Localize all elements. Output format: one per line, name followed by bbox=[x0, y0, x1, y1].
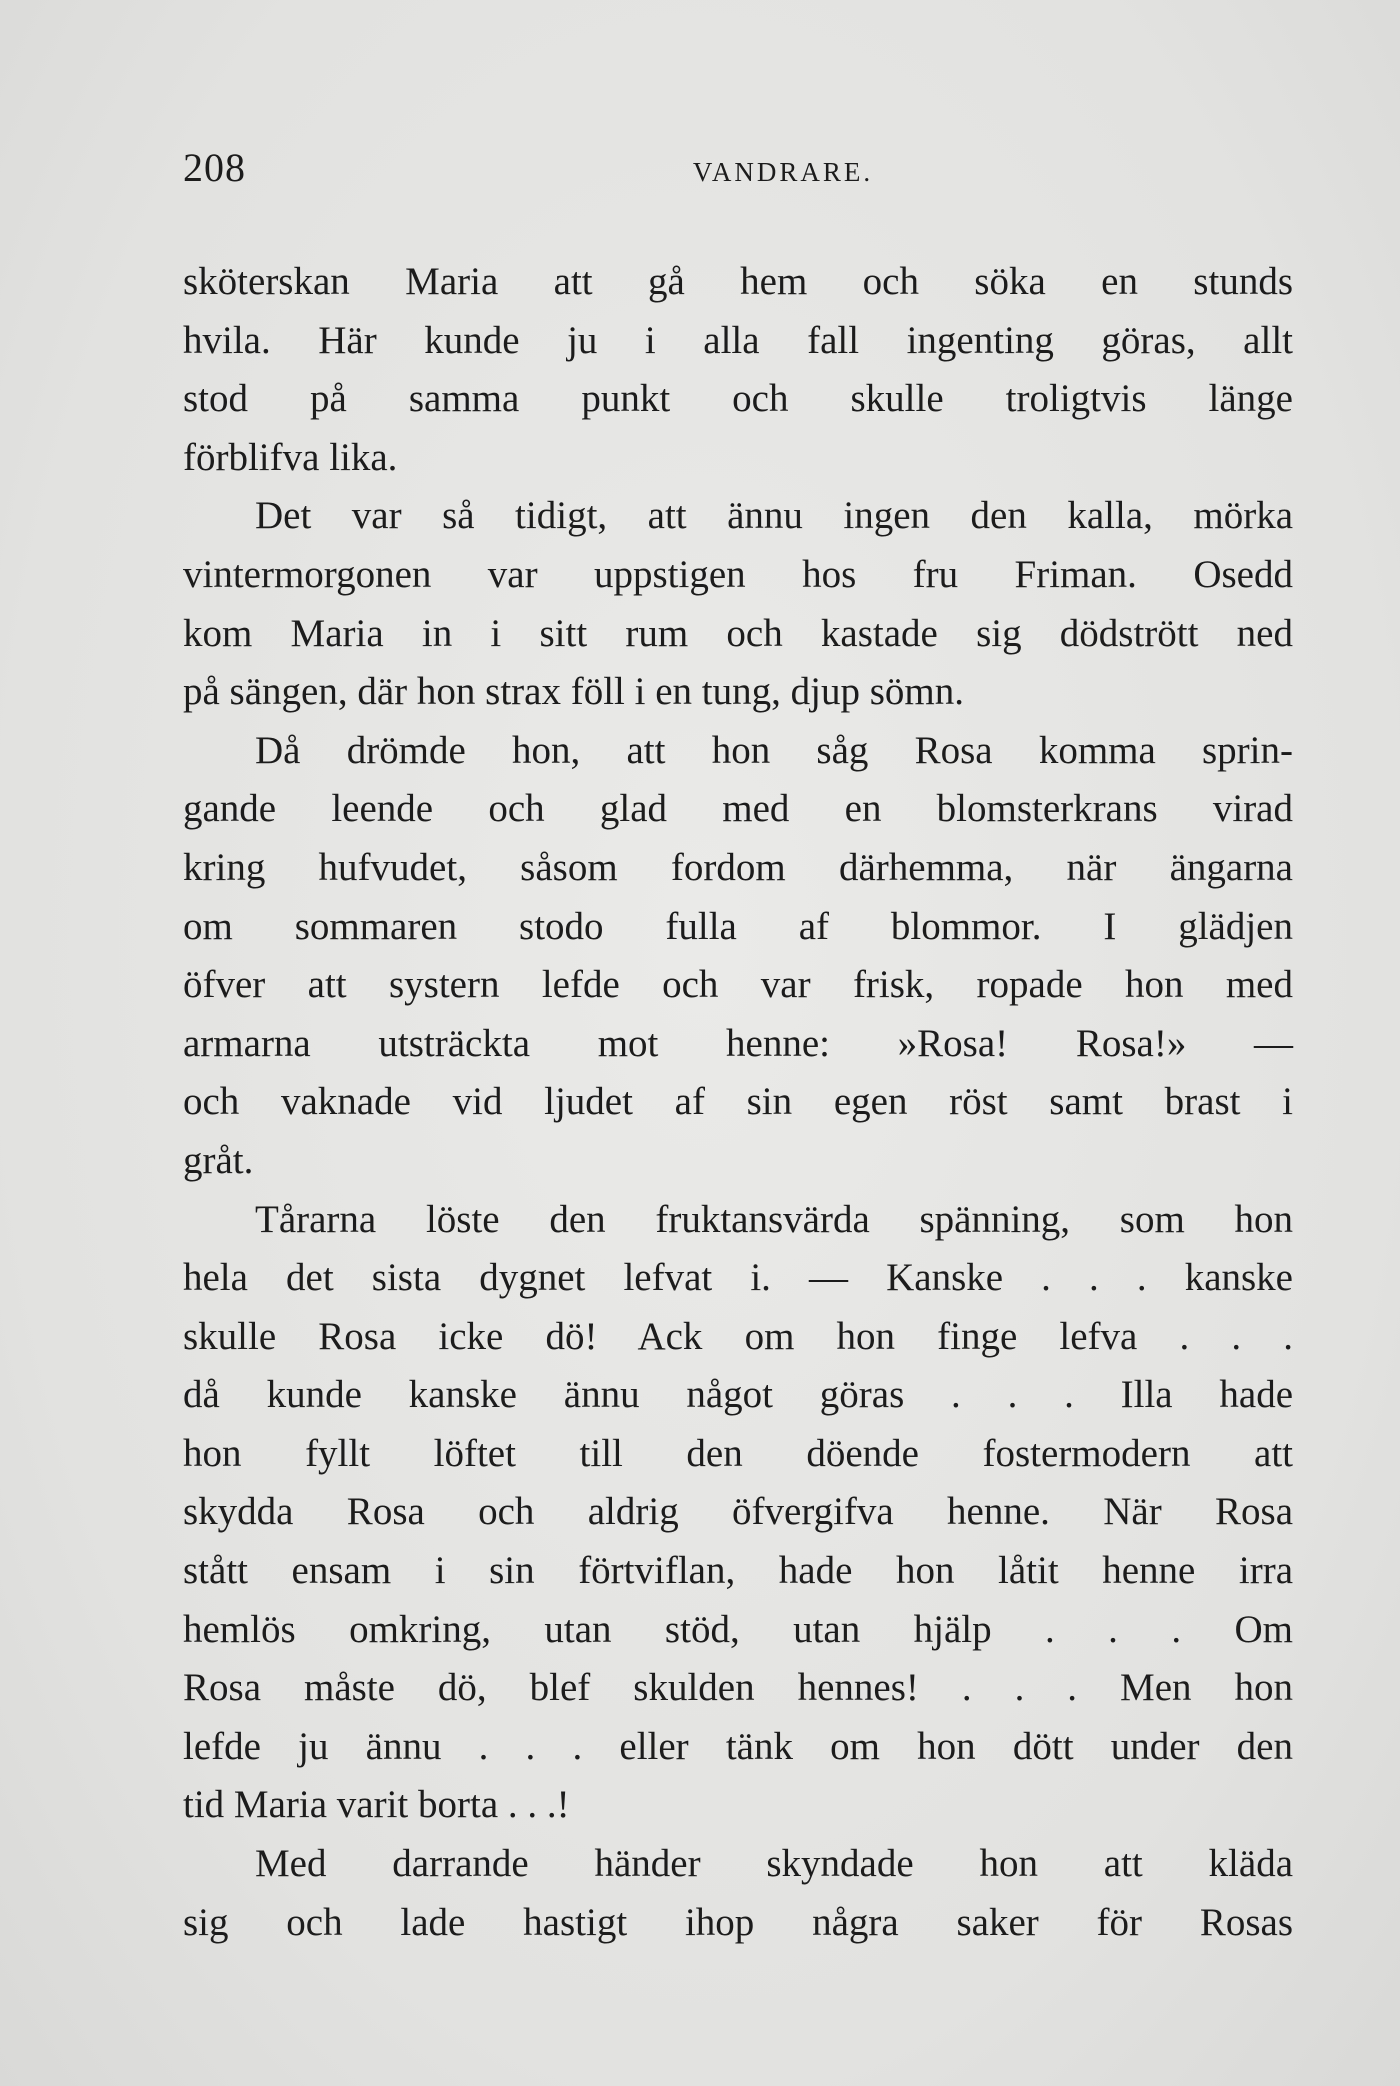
text-line: stått ensam i sin förtviflan, hade hon låtit henne irra bbox=[183, 1549, 1293, 1593]
text-line: då kunde kanske ännu något göras . . . Illa hade bbox=[183, 1373, 1293, 1417]
text-line: hvila. Här kunde ju i alla fall ingenting göras, allt bbox=[183, 318, 1293, 362]
text-line: tid Maria varit borta . . .! bbox=[183, 1783, 570, 1827]
paragraph bbox=[183, 1191, 1293, 1836]
text-line: Rosa måste dö, blef skulden hennes! . . . Men hon bbox=[183, 1666, 1293, 1710]
paragraph bbox=[183, 487, 1293, 721]
body-text bbox=[183, 253, 1293, 1952]
text-line: förblifva lika. bbox=[183, 435, 398, 479]
paragraph bbox=[183, 253, 1293, 487]
text-line: kom Maria in i sitt rum och kastade sig dödstrött ned bbox=[183, 611, 1293, 655]
text-line: skydda Rosa och aldrig öfvergifva henne. När Rosa bbox=[183, 1490, 1293, 1534]
text-line: sköterskan Maria att gå hem och söka en stunds bbox=[183, 260, 1293, 303]
text-line: gråt. bbox=[183, 1138, 254, 1182]
text-line: hemlös omkring, utan stöd, utan hjälp . . . Om bbox=[183, 1607, 1293, 1651]
text-line: och vaknade vid ljudet af sin egen röst samt brast i bbox=[183, 1080, 1293, 1124]
text-line: på sängen, där hon strax föll i en tung, djup sömn. bbox=[183, 670, 964, 714]
page-number: 208 bbox=[183, 145, 246, 190]
text-line: sig och lade hastigt ihop några saker för Rosas bbox=[183, 1900, 1293, 1944]
text-line: Då drömde hon, att hon såg Rosa komma sprin- bbox=[255, 728, 1293, 772]
text-line: Tårarna löste den fruktansvärda spänning, som hon bbox=[255, 1197, 1293, 1241]
text-line: skulle Rosa icke dö! Ack om hon finge lefva . . . bbox=[183, 1314, 1293, 1358]
text-line: om sommaren stodo fulla af blommor. I glädjen bbox=[183, 904, 1293, 948]
text-line: armarna utsträckta mot henne: »Rosa! Rosa!» — bbox=[183, 1021, 1293, 1065]
text-line: hela det sista dygnet lefvat i. — Kanske . . . kanske bbox=[183, 1256, 1293, 1300]
running-head: VANDRARE. bbox=[692, 157, 874, 187]
text-line: gande leende och glad med en blomsterkrans virad bbox=[183, 787, 1293, 831]
text-line: kring hufvudet, såsom fordom därhemma, när ängarna bbox=[183, 845, 1293, 889]
text-line: stod på samma punkt och skulle troligtvis länge bbox=[183, 377, 1293, 421]
text-line: öfver att systern lefde och var frisk, ropade hon med bbox=[183, 963, 1293, 1007]
paragraph bbox=[183, 722, 1293, 1191]
page-header bbox=[183, 138, 1293, 198]
text-line: vintermorgonen var uppstigen hos fru Friman. Osedd bbox=[183, 552, 1293, 596]
text-line: Det var så tidigt, att ännu ingen den kalla, mörka bbox=[255, 494, 1293, 538]
text-line: hon fyllt löftet till den döende fostermodern att bbox=[183, 1431, 1293, 1475]
text-line: Med darrande händer skyndade hon att kläda bbox=[255, 1842, 1293, 1886]
text-line: lefde ju ännu . . . eller tänk om hon dött under den bbox=[183, 1724, 1293, 1768]
paragraph bbox=[183, 1835, 1293, 1952]
